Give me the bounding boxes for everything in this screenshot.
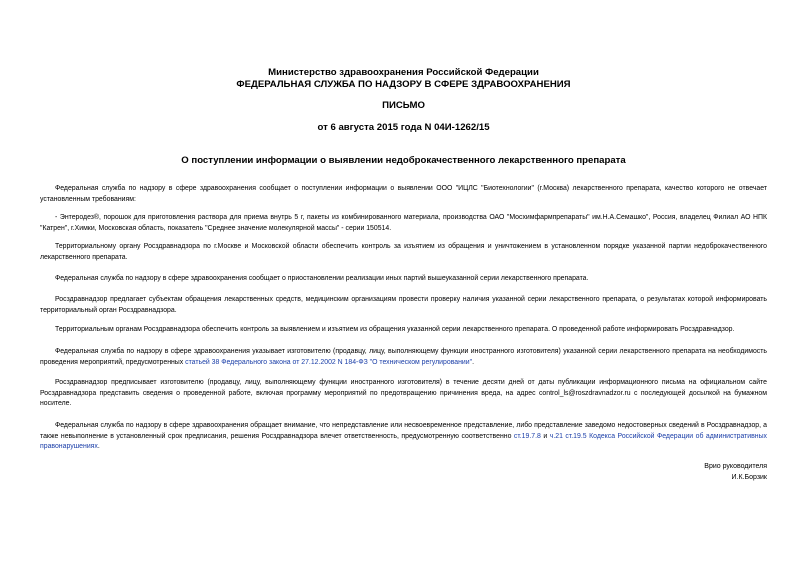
code-link[interactable]: Кодекса Российской Федерации об административных правонарушениях (40, 432, 767, 451)
date-number: от 6 августа 2015 года N 04И-1262/15 (317, 122, 490, 133)
paragraph-intro: Федеральная служба по надзору в сфере здравоохранения сообщает о поступлении информации о выявлении ООО "ИЦЛС "Биотехнологии" (г.Москва) лекарственного препарата, качество которого не отвечает установленным требованиям: (40, 185, 767, 203)
agency-heading: ФЕДЕРАЛЬНАЯ СЛУЖБА ПО НАДЗОРУ В СФЕРЕ ЗДРАВООХРАНЕНИЯ (236, 79, 571, 90)
measures-end: . (472, 358, 474, 366)
paragraph-product: - Энтеродез®, порошок для приготовления раствора для приема внутрь 5 г, пакеты из комбинированного материала, производства ОАО "Мосхимфармпрепараты" им.Н.А.Семашко", Россия, владелец Филиал АО НПК "Катрен", г.Химки, Московская область, показатель "Среднее значение молекулярной массы" - серии 150514. (40, 214, 767, 232)
law-link[interactable]: статьей 38 Федерального закона от 27.12.2002 N 184-ФЗ "О техническом регулировании" (185, 358, 473, 366)
paragraph-prescription: Росздравнадзор предписывает изготовителю (продавцу, лицу, выполняющему функции иностранного изготовителя) в течение десяти дней от даты публикации информационного письма на официальном сайте Росздравнадзора представить сведения о проведенной работе, включая программу мероприятий по предотвращению причинения вреда, на адрес control_ls@roszdravnadzor.ru с последующей досылкой на бумажном носителе. (40, 379, 767, 408)
ministry-heading: Министерство здравоохранения Российской Федерации (268, 67, 539, 78)
responsibility-text: Федеральная служба по надзору в сфере здравоохранения обращает внимание, что непредставление или несвоевременное представление, либо представление заведомо недостоверных сведений в Росздравнадзор, а также невыполнение в установленный срок предписания, решения Росздравнадзора влечет ответственность, предусмотренную соответственно (40, 422, 767, 440)
subject-title: О поступлении информации о выявлении недоброкачественного лекарственного препарата (181, 155, 626, 166)
measures-text: Федеральная служба по надзору в сфере здравоохранения указывает изготовителю (продавцу, лицу, выполняющему функции иностранного изготовителя) указанной серии лекарственного препарата на необходимость проведения мероприятий, предусмотренных (40, 348, 767, 366)
responsibility-end: . (97, 443, 100, 451)
paragraph-territorial-control: Территориальным органам Росздравнадзора обеспечить контроль за выявлением и изъятием из обращения указанной серии лекарственного препарата. О проведенной работе информировать Росздравнадзор. (55, 326, 735, 333)
paragraph-check-offer: Росздравнадзор предлагает субъектам обращения лекарственных средств, медицинским организациям провести проверку наличия указанной серии лекарственного препарата, о результатах которой информировать территориальный орган Росздравнадзора. (40, 296, 767, 314)
signature-block (704, 461, 767, 483)
responsibility-conj: и (540, 432, 550, 440)
paragraph-territorial-moscow: Территориальному органу Росздравнадзора по г.Москве и Московской области обеспечить контроль за изъятием из обращения и уничтожением в установленном порядке указанной партии недоброкачественного лекарственного препарата. (40, 243, 767, 261)
article-link-19-5[interactable]: ч.21 ст.19.5 (549, 432, 587, 440)
article-link-19-7-8[interactable]: ст.19.7.8 (513, 432, 541, 440)
paragraph-responsibility (40, 421, 767, 453)
doc-type: ПИСЬМО (382, 100, 425, 111)
signature-title: Врио руководителя (704, 463, 767, 470)
paragraph-suspension: Федеральная служба по надзору в сфере здравоохранения сообщает о приостановлении реализации иных партий вышеуказанной серии лекарственного препарата. (55, 275, 589, 282)
signature-name: И.К.Борзик (731, 474, 767, 481)
paragraph-manufacturer-measures (40, 347, 767, 368)
